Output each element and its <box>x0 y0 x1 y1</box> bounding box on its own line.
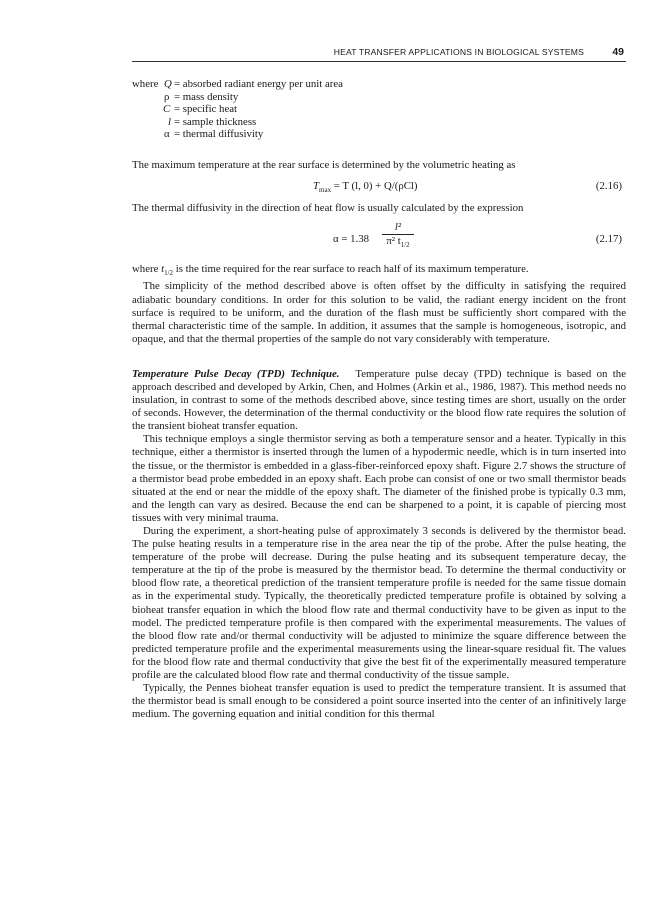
definition-text: = absorbed radiant energy per unit area <box>174 78 343 90</box>
definition-row <box>132 78 626 91</box>
fraction-denominator: π² $t_{1/2}$ <box>386 235 410 250</box>
equation-fraction <box>380 221 416 252</box>
definition-symbol: Q <box>164 78 172 90</box>
definition-row <box>132 91 626 104</box>
paragraph-where-t: where $t_{1/2}$ is the time required for the rear surface to reach half of its maximum temperature. <box>132 263 529 278</box>
equation-expression: $T_{max} = T$ (l, 0) + Q/(ρCl) <box>313 180 418 195</box>
paragraph-tpd-experiment: During the experiment, a short-heating pulse of approximately 3 seconds is delivered by the thermistor bead. The pulse heating results in a temperature rise in the area near the tip of the probe. After the pulse heating, the temperature of the probe will decrease. During the pulse heating and its subsequent temperature decay, the temperature at the tip of the probe is measured by the thermistor bead. To determine the thermal conductivity or blood flow rate, a theoretical prediction of the transient temperature profile is needed for the same tissue domain as in the experimental study. Typically, the theoretically predicted temperature profile is obtained by solving a bioheat transfer equation in which the blood flow rate and thermal conductivity have to be given as input to the model. The predicted temperature profile is then compared with the experimental measurements. The values of the blood flow rate and/or thermal conductivity will be adjusted to minimize the square difference between the predicted temperature profile and the experimental measurements using the linear-square residual fit. The values for the blood flow rate and thermal conductivity that give the best fit of the experimentally measured temperature profile are the calculated blood flow rate and thermal conductivity of the tissue sample. <box>132 525 626 682</box>
definition-text: = sample thickness <box>174 115 257 128</box>
definitions-lead: where <box>132 78 159 90</box>
equation-number: (2.16) <box>595 180 622 193</box>
definition-text: = specific heat <box>174 103 238 116</box>
definition-text: = mass density <box>174 90 239 103</box>
equation-2-17 <box>132 217 626 263</box>
definition-symbol: ρ <box>164 90 170 103</box>
paragraph-tpd-pennes: Typically, the Pennes bioheat transfer equation is used to predict the temperature transient. It is assumed that the thermistor bead is small enough to be considered a point source inserted into the center of an infinitively large medium. The governing equation and initial condition for this thermal <box>132 682 626 721</box>
definition-symbol: l <box>168 115 171 128</box>
running-header <box>132 47 626 62</box>
equation-lhs: α = 1.38 <box>333 233 370 246</box>
paragraph-simplicity: The simplicity of the method described above is often offset by the difficulty in satisfying the required adiabatic boundary conditions. In order for this solution to be valid, the radiant energy incident on the front surface is required to be uniform, and the duration of the flash must be sufficiently short compared with the thermal characteristic time of the sample. In addition, it assumes that the sample is homogeneous, isotropic, and opaque, and that the thermal properties of the sample do not vary considerably with temperature. <box>132 280 626 345</box>
paragraph-max-temperature: The maximum temperature at the rear surface is determined by the volumetric heating as <box>132 158 516 171</box>
definition-symbol: C <box>163 103 171 116</box>
equation-2-16 <box>132 178 626 202</box>
paragraph-tpd-intro: Temperature Pulse Decay (TPD) Technique. Temperature pulse decay (TPD) technique is based on the approach described and developed by Arkin, Chen, and Holmes (Arkin et al., 1986, 1987). This method needs no insulation, in contrast to some of the methods described above, since testing times are short, usually on the order of seconds. However, the determination of the thermal conductivity or the blood flow rate requires the solution of the transient bioheat transfer equation. <box>132 367 626 433</box>
definition-row <box>132 128 626 141</box>
paragraph-tpd-technique: This technique employs a single thermistor serving as both a temperature sensor and a heater. Typically in this technique, either a thermistor is inserted through the lumen of a hypodermic needle, which is in turn inserted into the tissue, or the thermistor is embedded in a glass-fiber-reinforced epoxy shaft. Figure 2.7 shows the structure of a thermistor bead probe embedded in an epoxy shaft. Each probe can consist of one or two small thermistor beads situated at the end or near the middle of the epoxy shaft. The diameter of the finished probe is typically 0.3 mm, and the length can vary as desired. Because the end can be sharpened to a point, it is capable of piercing most tissues with very minimal trauma. <box>132 433 626 524</box>
equation-number: (2.17) <box>595 233 622 246</box>
definition-row <box>132 116 626 129</box>
definition-row <box>132 103 626 116</box>
definition-symbol: α <box>164 128 170 141</box>
running-title: HEAT TRANSFER APPLICATIONS IN BIOLOGICAL SYSTEMS <box>333 47 584 57</box>
page-body <box>132 78 626 721</box>
variable-definitions <box>132 78 626 141</box>
fraction-numerator: l² <box>394 221 402 234</box>
page-number: 49 <box>612 46 624 58</box>
definition-text: = thermal diffusivity <box>174 128 264 141</box>
section-heading: Temperature Pulse Decay (TPD) Technique. <box>132 367 340 380</box>
paragraph-diffusivity: The thermal diffusivity in the direction of heat flow is usually calculated by the expression <box>132 202 524 215</box>
